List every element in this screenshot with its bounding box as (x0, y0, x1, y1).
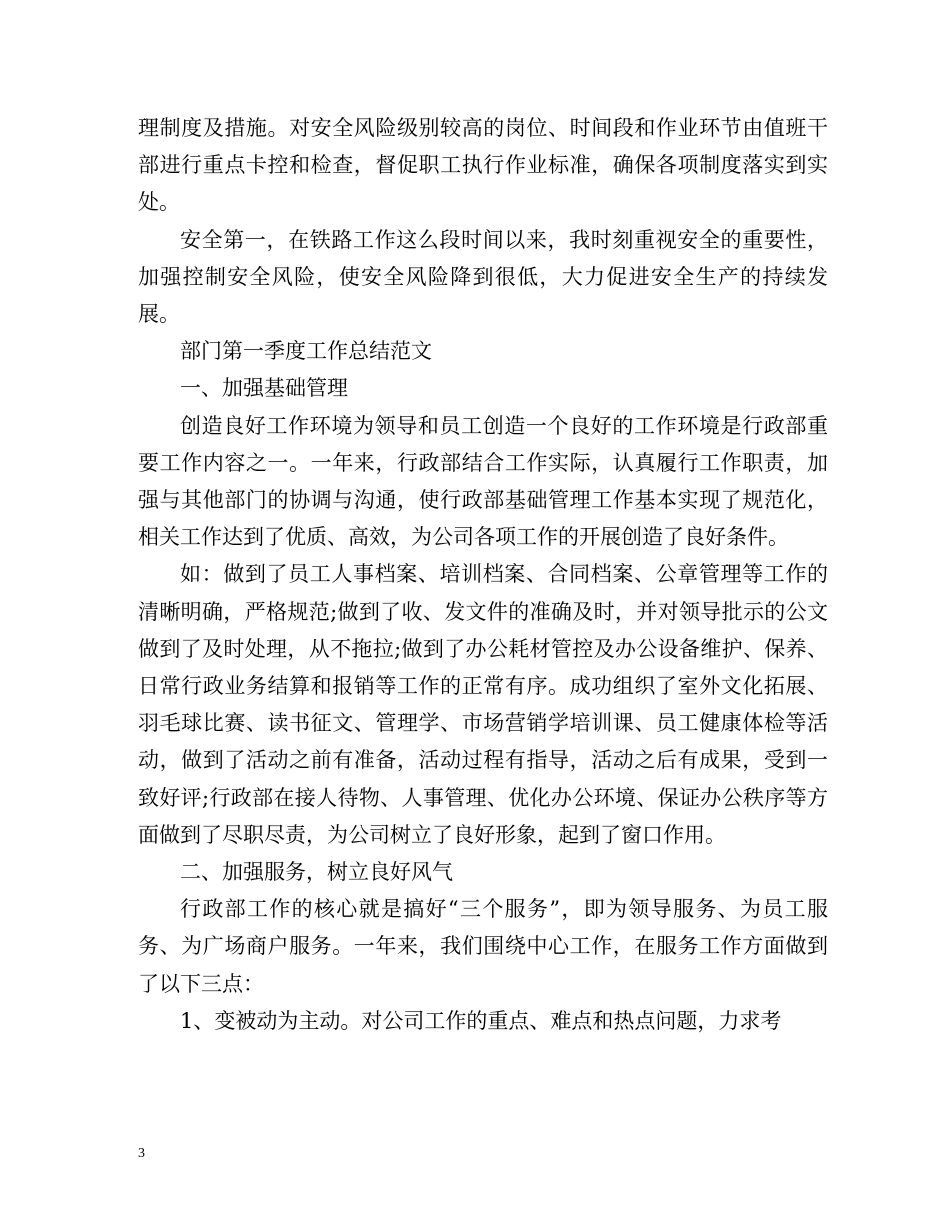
paragraph-6: 1、变被动为主动。对公司工作的重点、难点和热点问题，力求考 (180, 1008, 782, 1033)
paragraph-5: 行政部工作的核心就是搞好“三个服务”，即为领导服务、为员工服务、为广场商户服务。一年来，我们围绕中心工作，在服务工作方面做到了以下三点： (138, 897, 828, 996)
heading-2: 二、加强服务，树立良好风气 (180, 860, 453, 885)
paragraph-1: 理制度及措施。对安全风险级别较高的岗位、时间段和作业环节由值班干部进行重点卡控和检查，督促职工执行作业标准，确保各项制度落实到实处。 (138, 116, 828, 215)
heading-1: 一、加强基础管理 (180, 376, 348, 401)
page-number: 3 (138, 1146, 145, 1161)
section-title: 部门第一季度工作总结范文 (180, 339, 432, 364)
paragraph-4: 如：做到了员工人事档案、培训档案、合同档案、公章管理等工作的清晰明确，严格规范;做到了收、发文件的准确及时，并对领导批示的公文做到了及时处理，从不拖拉;做到了办公耗材管控及办公设备维护、保养、日常行政业务结算和报销等工作的正常有序。成功组织了室外文化拓展、羽毛球比赛、读书征文、管理学、市场营销学培训课、员工健康体检等活动，做到了活动之前有准备，活动过程有指导，活动之后有成果，受到一致好评;行政部在接人待物、人事管理、优化办公环境、保证办公秩序等方面做到了尽职尽责，为公司树立了良好形象，起到了窗口作用。 (138, 562, 828, 847)
document-body (138, 110, 828, 1040)
paragraph-3: 创造良好工作环境为领导和员工创造一个良好的工作环境是行政部重要工作内容之一。一年来，行政部结合工作实际，认真履行工作职责，加强与其他部门的协调与沟通，使行政部基础管理工作基本实现了规范化，相关工作达到了优质、高效，为公司各项工作的开展创造了良好条件。 (138, 413, 828, 550)
paragraph-2: 安全第一，在铁路工作这么段时间以来，我时刻重视安全的重要性，加强控制安全风险，使安全风险降到很低，大力促进安全生产的持续发展。 (138, 227, 828, 327)
